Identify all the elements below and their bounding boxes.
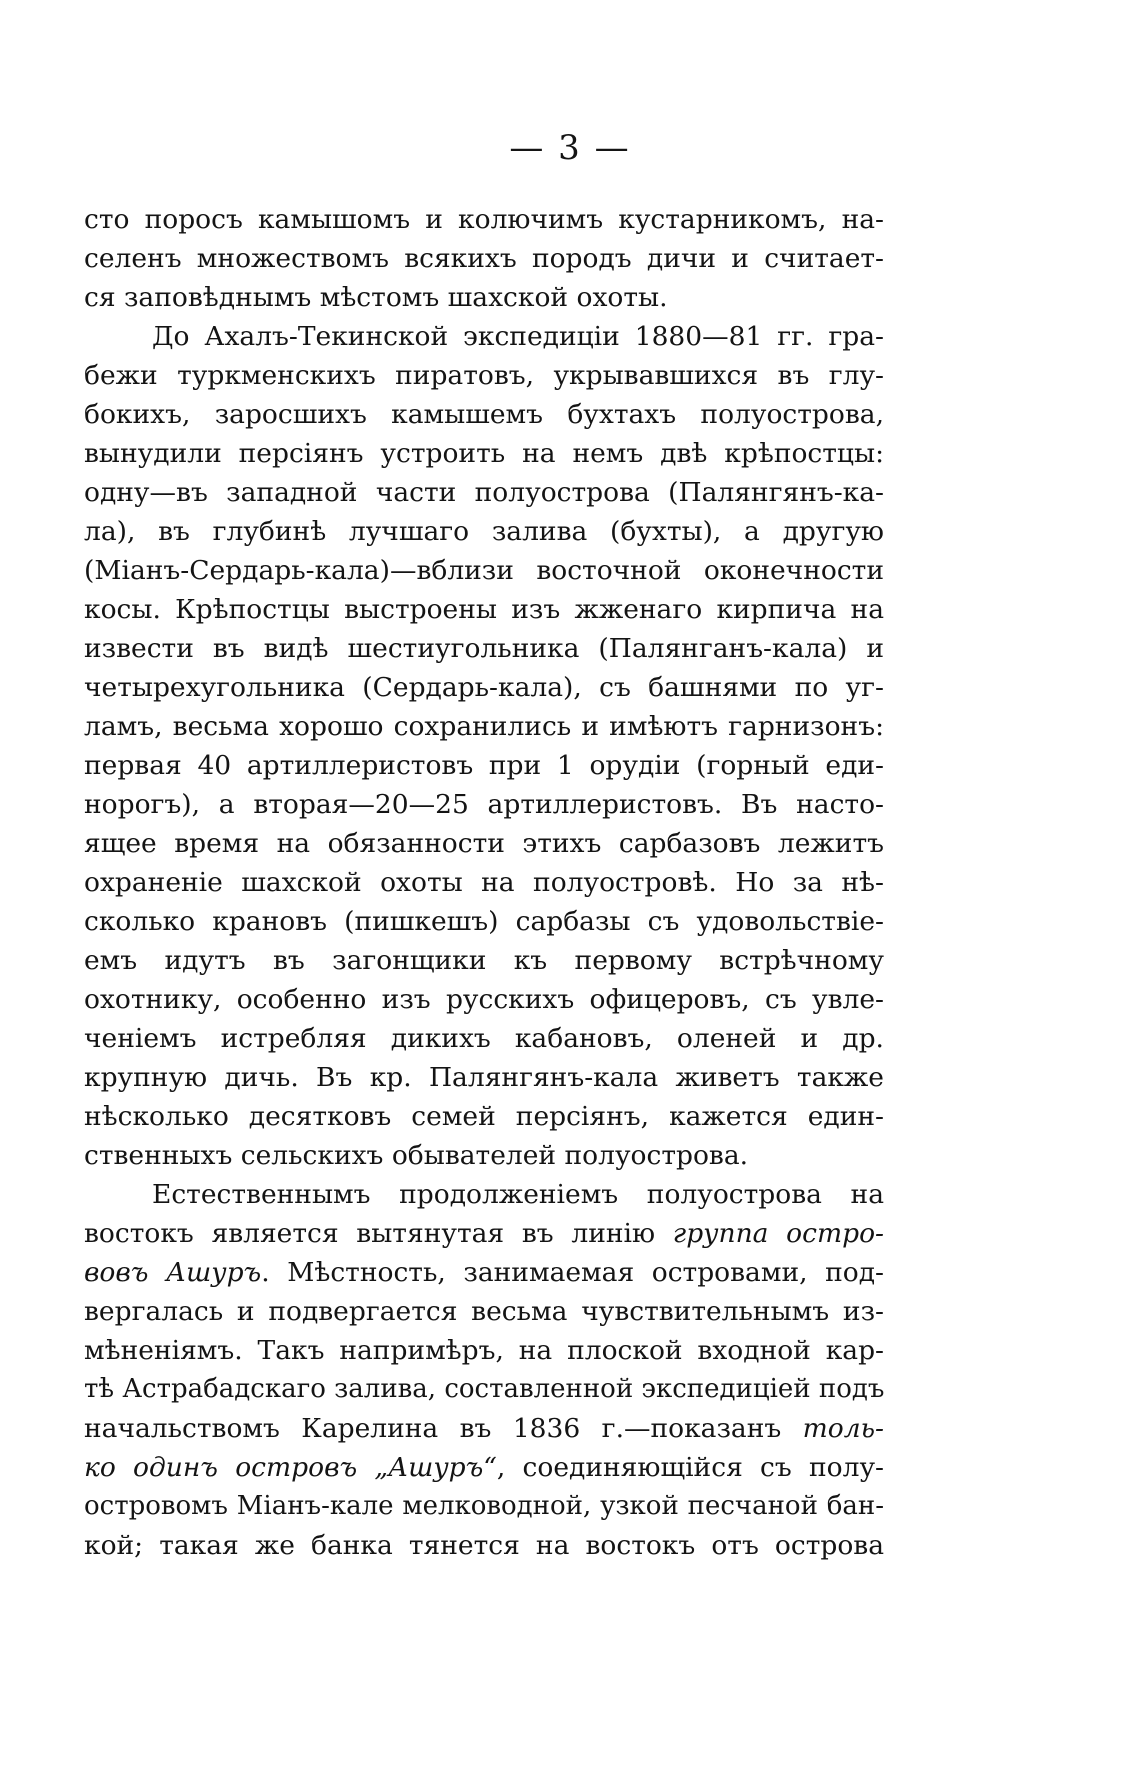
text-line: нѣсколько десятковъ семей персіянъ, кажется един- (84, 1101, 884, 1132)
text-line: одну—въ западной части полуострова (Палянгянъ-ка- (84, 477, 884, 508)
text-line (84, 1253, 884, 1292)
text-line: норогъ), а вторая—20—25 артиллеристовъ. Въ насто- (84, 789, 884, 820)
text-line (84, 1526, 884, 1565)
text-line: вынудили персіянъ устроить на немъ двѣ крѣпостцы: (84, 438, 884, 469)
text-line (84, 1409, 884, 1448)
paragraph-3 (84, 1175, 884, 1565)
italic-segment: толь- (802, 1413, 884, 1444)
text-line: селенъ множествомъ всякихъ породъ дичи и считает- (84, 243, 884, 274)
text-line: ся заповѣднымъ мѣстомъ шахской охоты. (84, 282, 668, 313)
text-line: охотнику, особенно изъ русскихъ офицеровъ, съ увле- (84, 984, 884, 1015)
text-line (84, 1292, 884, 1331)
text-line: косы. Крѣпостцы выстроены изъ жженаго кирпича на (84, 594, 884, 625)
text-line: охраненіе шахской охоты на полуостровѣ. Но за нѣ- (84, 867, 884, 898)
text-line (84, 1448, 884, 1487)
text-line: ла), въ глубинѣ лучшаго залива (бухты), а другую (84, 516, 884, 547)
page-number: — 3 — (509, 128, 631, 168)
text-line: сто поросъ камышомъ и колючимъ кустарникомъ, на- (84, 204, 884, 235)
text-line: До Ахалъ-Текинской экспедиціи 1880—81 гг. гра- (152, 321, 884, 352)
text-line: ченіемъ истребляя дикихъ кабановъ, оленей и др. (84, 1023, 884, 1054)
text-line: сколько крановъ (пишкешъ) сарбазы съ удовольствіе- (84, 906, 884, 937)
text-segment: начальствомъ Карелина въ 1836 г.—показанъ (84, 1413, 803, 1444)
text-segment: кой; такая же банка тянется на востокъ отъ острова (84, 1530, 884, 1561)
text-line: первая 40 артиллеристовъ при 1 орудіи (горный еди- (84, 750, 884, 781)
text-segment: островомъ Міанъ-кале мелководной, узкой песчаной бан- (84, 1491, 884, 1521)
text-segment: вергалась и подвергается весьма чувствительнымъ из- (84, 1296, 884, 1327)
paragraph-2 (84, 317, 884, 1175)
text-line (84, 1175, 884, 1214)
text-line: бежи туркменскихъ пиратовъ, укрывавшихся въ глу- (84, 360, 884, 391)
text-segment: . Мѣстность, занимаемая островами, под- (261, 1257, 885, 1288)
body-text (84, 200, 884, 1565)
text-line (84, 1370, 884, 1409)
text-line: крупную дичь. Въ кр. Палянгянъ-кала живетъ также (84, 1062, 884, 1093)
text-segment: , соединяющійся съ полу- (496, 1452, 884, 1483)
text-segment: тѣ Астрабадскаго залива, составленной экспедиціей подъ (84, 1374, 885, 1404)
text-segment: мѣненіямъ. Такъ напримѣръ, на плоской входной кар- (84, 1335, 884, 1366)
text-line (84, 1487, 884, 1526)
text-segment: востокъ является вытянутая въ линію (84, 1218, 673, 1249)
text-line: четырехугольника (Сердарь-кала), съ башнями по уг- (84, 672, 884, 703)
italic-segment: ко одинъ островъ „Ашуръ“ (84, 1452, 497, 1483)
text-segment: Естественнымъ продолженіемъ полуострова на (152, 1179, 884, 1210)
paragraph-1 (84, 200, 884, 317)
italic-segment: группа остро- (672, 1218, 884, 1249)
text-line: ламъ, весьма хорошо сохранились и имѣютъ гарнизонъ: (84, 711, 884, 742)
text-line: ственныхъ сельскихъ обывателей полуострова. (84, 1140, 749, 1171)
text-line (84, 1331, 884, 1370)
text-line (84, 1214, 884, 1253)
text-line: ящее время на обязанности этихъ сарбазовъ лежитъ (84, 828, 884, 859)
text-line: бокихъ, заросшихъ камышемъ бухтахъ полуострова, (84, 399, 884, 430)
text-line: (Міанъ-Сердарь-кала)—вблизи восточной оконечности (84, 555, 884, 586)
italic-segment: вовъ Ашуръ (84, 1257, 262, 1288)
text-line: емъ идутъ въ загонщики къ первому встрѣчному (84, 945, 884, 976)
text-line: извести въ видѣ шестиугольника (Палянганъ-кала) и (84, 633, 884, 664)
